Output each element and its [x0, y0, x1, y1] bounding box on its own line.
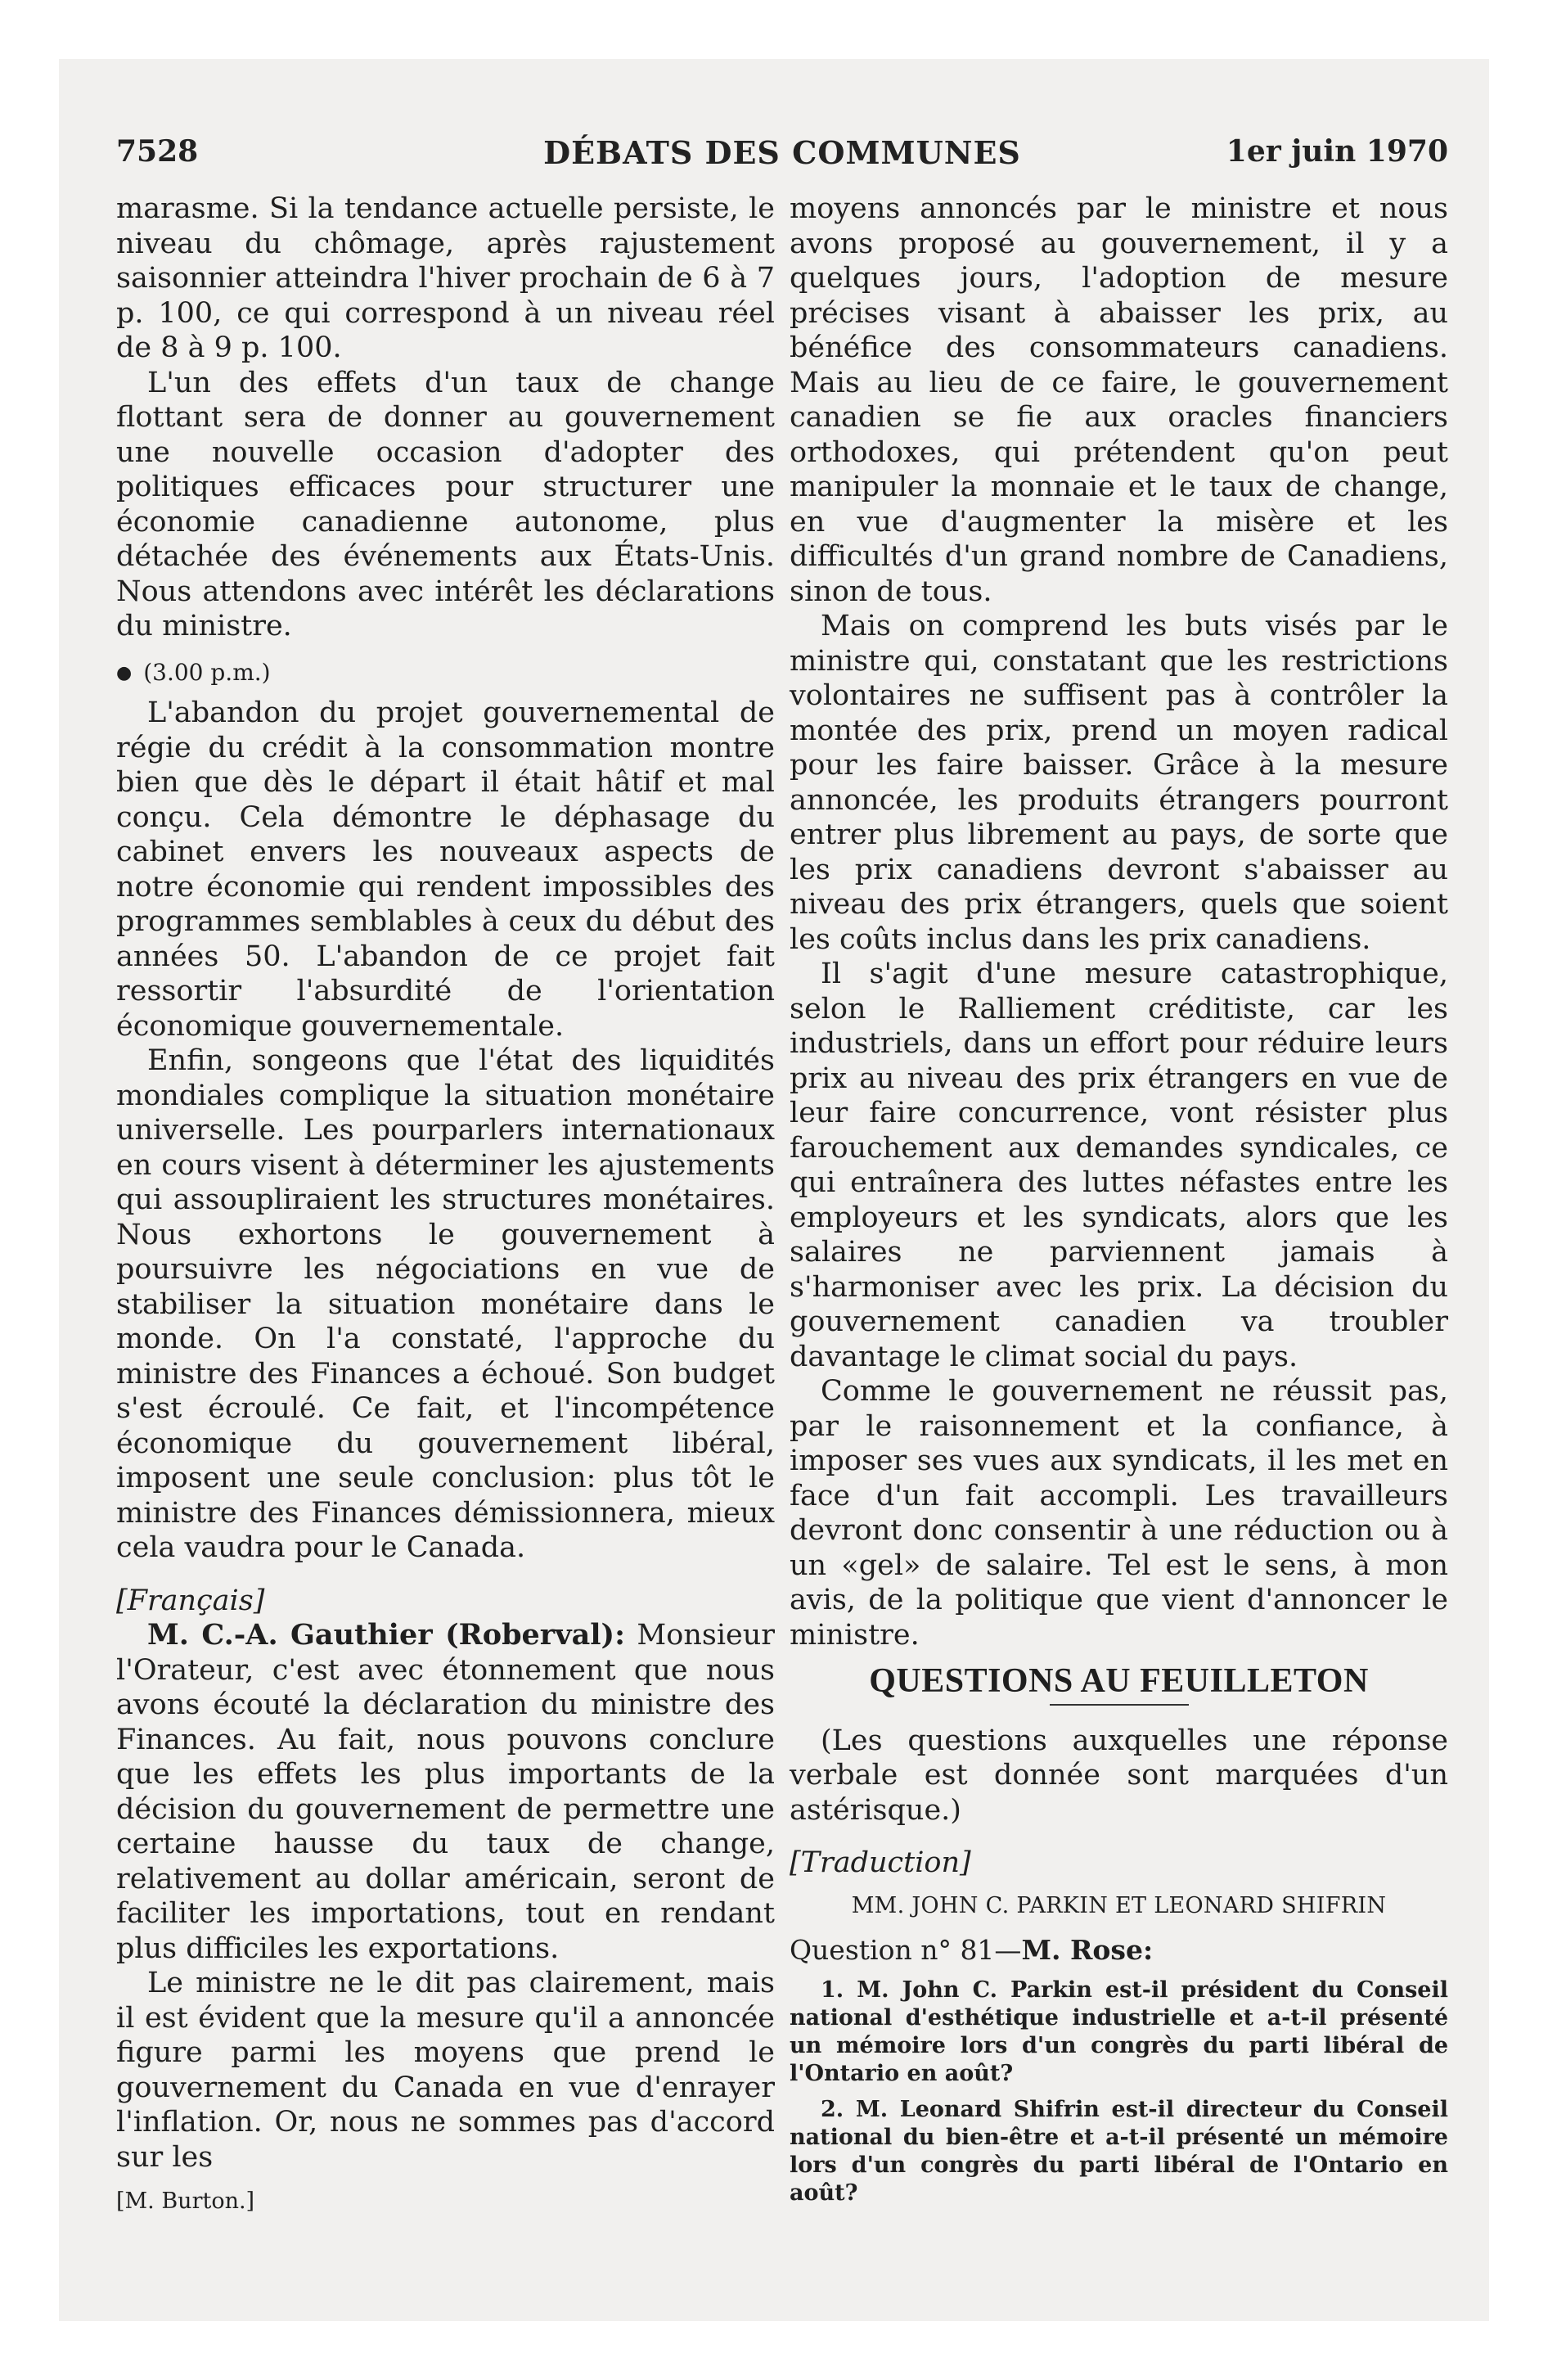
paragraph: L'un des effets d'un taux de change flottant sera de donner au gouvernement une nouvelle occasion d'adopter des politiques efficaces pour structurer une économie canadienne autonome, plus détachée des événements aux États-Unis. Nous attendons avec intérêt les déclarations du ministre.: [116, 366, 775, 642]
left-column: [116, 192, 775, 2220]
timestamp: [116, 656, 775, 692]
paragraph: marasme. Si la tendance actuelle persiste, le niveau du chômage, après rajustement saisonnier atteindra l'hiver prochain de 6 à 7 p. 100, ce qui correspond à un niveau réel de 8 à 9 p. 100.: [116, 192, 775, 364]
language-note: [Traduction]: [790, 1846, 971, 1879]
question-item: 2. M. Leonard Shifrin est-il directeur du Conseil national du bien-être et a-t-il présenté un mémoire lors d'un congrès du parti libéral de l'Ontario en août?: [790, 2096, 1448, 2206]
paragraph: Comme le gouvernement ne réussit pas, par le raisonnement et la confiance, à imposer ses vues aux syndicats, il les met en face d'un fait accompli. Les travailleurs devront donc consentir à une réduction ou à un «gel» de salaire. Tel est le sens, à mon avis, de la politique que vient d'annoncer le ministre.: [790, 1375, 1448, 1652]
section-title: QUESTIONS AU FEUILLETON: [790, 1664, 1448, 1706]
speech-text: Monsieur l'Orateur, c'est avec étonnement que nous avons écouté la déclaration du ministre des Finances. Au fait, nous pouvons conclure que les effets les plus importants de la décision du gouvernement de permettre une certaine hausse du taux de change, relativement au dollar américain, seront de faciliter les importations, tout en rendant plus difficiles les exportations.: [116, 1619, 775, 1965]
page-scan: [59, 59, 1489, 2321]
language-note: [Français]: [116, 1584, 265, 1617]
paragraph: Enfin, songeons que l'état des liquidités mondiales complique la situation monétaire universelle. Les pourparlers internationaux en cours visent à déterminer les ajustements qui assoupliraient les structures monétaires. Nous exhortons le gouvernement à poursuivre les négociations en vue de stabiliser la situation monétaire dans le monde. On l'a constaté, l'approche du ministre des Finances a échoué. Son budget s'est écroulé. Ce fait, et l'incompétence économique du gouvernement libéral, imposent une seule conclusion: plus tôt le ministre des Finances démissionnera, mieux cela vaudra pour le Canada.: [116, 1044, 775, 1565]
question-item: 1. M. John C. Parkin est-il président du Conseil national d'esthétique industrielle et a-t-il présenté un mémoire lors d'un congrès du parti libéral de l'Ontario en août?: [790, 1977, 1448, 2086]
paragraph: Mais on comprend les buts visés par le ministre qui, constatant que les restrictions volontaires ne suffisent pas à contrôler la montée des prix, prend un moyen radical pour les faire baisser. Grâce à la mesure annoncée, les produits étrangers pourront entrer plus librement au pays, de sorte que les prix canadiens devront s'abaisser au niveau des prix étrangers, quels que soient les coûts inclus dans les prix canadiens.: [790, 610, 1448, 956]
speech-paragraph: [116, 1618, 775, 1966]
timestamp-text: (3.00 p.m.): [143, 658, 271, 686]
question-heading: MM. JOHN C. PARKIN ET LEONARD SHIFRIN: [851, 1892, 1387, 1918]
speaker-reference: [M. Burton.]: [116, 2188, 255, 2215]
bullet-icon: ●: [116, 662, 133, 683]
right-column: [790, 192, 1448, 2215]
speaker-name: M. C.-A. Gauthier (Roberval):: [147, 1618, 626, 1652]
paragraph: Il s'agit d'une mesure catastrophique, selon le Ralliement créditiste, car les industriels, dans un effort pour réduire leurs prix au niveau des prix étrangers en vue de leur faire concurrence, vont résister plus farouchement aux demandes syndicales, ce qui entraînera des luttes néfastes entre les employeurs et les syndicats, alors que les salaires ne parviennent jamais à s'harmoniser avec les prix. La décision du gouvernement canadien va troubler davantage le climat social du pays.: [790, 958, 1448, 1373]
question-asker: M. Rose:: [1021, 1934, 1154, 1966]
question-label: Question n° 81—: [790, 1934, 1022, 1966]
paragraph: moyens annoncés par le ministre et nous avons proposé au gouvernement, il y a quelques jours, l'adoption de mesure précises visant à abaisser les prix, au bénéfice des consommateurs canadiens. Mais au lieu de ce faire, le gouvernement canadien se fie aux oracles financiers orthodoxes, qui prétendent qu'on peut manipuler la monnaie et le taux de change, en vue d'augmenter la misère et les difficultés d'un grand nombre de Canadiens, sinon de tous.: [790, 192, 1448, 608]
section-note: (Les questions auxquelles une réponse verbale est donnée sont marquées d'un astérisque.): [790, 1724, 1448, 1827]
page-number: 7528: [116, 134, 199, 169]
running-title: DÉBATS DES COMMUNES: [543, 134, 1021, 171]
paragraph: L'abandon du projet gouvernemental de régie du crédit à la consommation montre bien que dès le départ il était hâtif et mal conçu. Cela démontre le déphasage du cabinet envers les nouveaux aspects de notre économie qui rendent impossibles des programmes semblables à ceux du début des années 50. L'abandon de ce projet fait ressortir l'absurdité de l'orientation économique gouvernementale.: [116, 696, 775, 1043]
page-header: [116, 134, 1448, 183]
question-line: [790, 1933, 1448, 1968]
page-date: 1er juin 1970: [1226, 134, 1448, 169]
paragraph: Le ministre ne le dit pas clairement, mais il est évident que la mesure qu'il a annoncée figure parmi les moyens que prend le gouvernement du Canada en vue d'enrayer l'inflation. Or, nous ne sommes pas d'accord sur les: [116, 1967, 775, 2174]
